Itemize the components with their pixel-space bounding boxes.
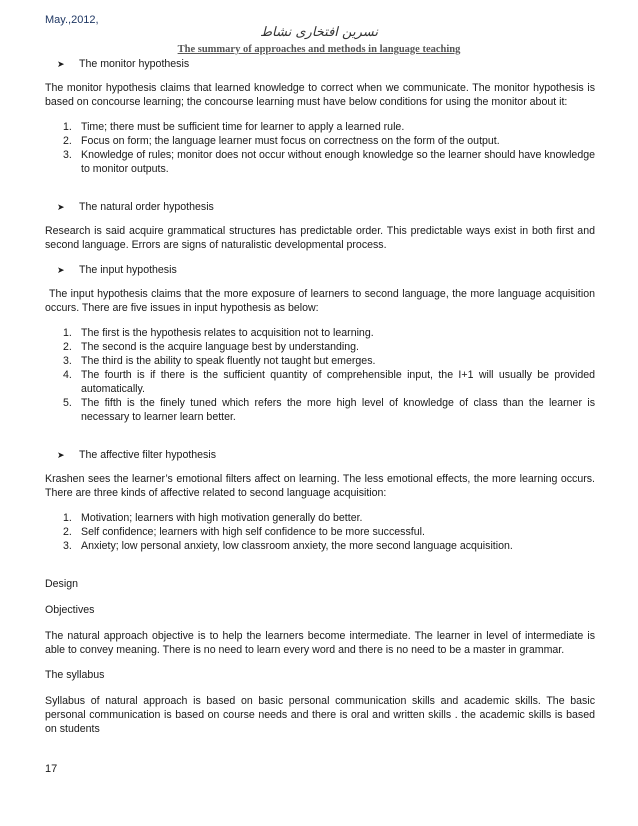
- header-subtitle: The summary of approaches and methods in language teaching: [177, 44, 461, 55]
- section-bullet-affective: [57, 448, 595, 462]
- list-item: 1. The first is the hypothesis relates to acquisition not to learning.: [63, 327, 374, 339]
- paragraph-input: The input hypothesis claims that the more exposure of learners to second language, the more language acquisition occurs. There are five issues in input hypothesis as below:: [45, 288, 595, 314]
- list-monitor-conditions: [45, 120, 595, 176]
- list-item: 3. Anxiety; low personal anxiety, low classroom anxiety, the more second language acquisition.: [63, 540, 513, 552]
- paragraph-syllabus: Syllabus of natural approach is based on basic personal communication skills and academic skills. The basic personal communication is based on course needs and there is oral and written skills . the academic skills is based on students: [45, 695, 595, 735]
- page-number: 17: [45, 763, 58, 775]
- list-item: 2. Focus on form; the language learner must focus on correctness on the form of the output.: [63, 135, 500, 147]
- bullet-label: The affective filter hypothesis: [79, 449, 217, 461]
- list-affective-kinds: [45, 511, 595, 553]
- list-item: 1. Time; there must be sufficient time for learner to apply a learned rule.: [63, 121, 405, 133]
- arrow-bullet-icon: ➤: [57, 59, 65, 69]
- heading-syllabus: The syllabus: [45, 669, 105, 681]
- bullet-label: The natural order hypothesis: [79, 201, 214, 213]
- paragraph-monitor: The monitor hypothesis claims that learned knowledge to correct when we communicate. The monitor hypothesis is based on concourse learning; the concourse learning must have below conditions for using the monitor about it:: [45, 82, 595, 108]
- heading-design: Design: [45, 578, 78, 590]
- bullet-label: The input hypothesis: [79, 264, 177, 276]
- paragraph-natural-order: Research is said acquire grammatical structures has predictable order. This predictable ways exist in both first and second language. Errors are signs of naturalistic developmental process.: [45, 225, 595, 251]
- list-item: 1. Motivation; learners with high motivation generally do better.: [63, 512, 363, 524]
- list-input-issues: [45, 326, 595, 424]
- list-item: 5. The fifth is the finely tuned which refers the more high level of knowledge of class than the learner is necessary to learner learn better.: [63, 397, 595, 423]
- bullet-label: The monitor hypothesis: [79, 58, 190, 70]
- list-item: 4. The fourth is if there is the sufficient quantity of comprehensible input, the I+1 will usually be provided automatically.: [63, 369, 595, 395]
- arrow-bullet-icon: ➤: [57, 265, 65, 275]
- heading-objectives: Objectives: [45, 604, 95, 616]
- section-bullet-input: [57, 263, 595, 277]
- paragraph-objectives: The natural approach objective is to help the learners become intermediate. The learner in level of intermediate is able to convey meaning. There is no need to learn every word and there is no need to be a master in grammar.: [45, 630, 595, 656]
- list-item: 3. The third is the ability to speak fluently not taught but emerges.: [63, 355, 376, 367]
- paragraph-affective: Krashen sees the learner’s emotional filters affect on learning. The less emotional effects, the more learning occurs. There are three kinds of affective related to second language acquisition:: [45, 473, 595, 499]
- arrow-bullet-icon: ➤: [57, 202, 65, 212]
- section-bullet-monitor: [57, 57, 595, 71]
- header-date: May.,2012,: [45, 14, 99, 26]
- section-bullet-natural-order: [57, 200, 595, 214]
- list-item: 2. Self confidence; learners with high self confidence to be more successful.: [63, 526, 425, 538]
- document-body: [45, 57, 595, 736]
- header-author: نسرین افتخاری نشاط: [260, 25, 378, 40]
- arrow-bullet-icon: ➤: [57, 450, 65, 460]
- list-item: 3. Knowledge of rules; monitor does not occur without enough knowledge so the learner should have knowledge to monitor outputs.: [63, 149, 595, 175]
- list-item: 2. The second is the acquire language best by understanding.: [63, 341, 359, 353]
